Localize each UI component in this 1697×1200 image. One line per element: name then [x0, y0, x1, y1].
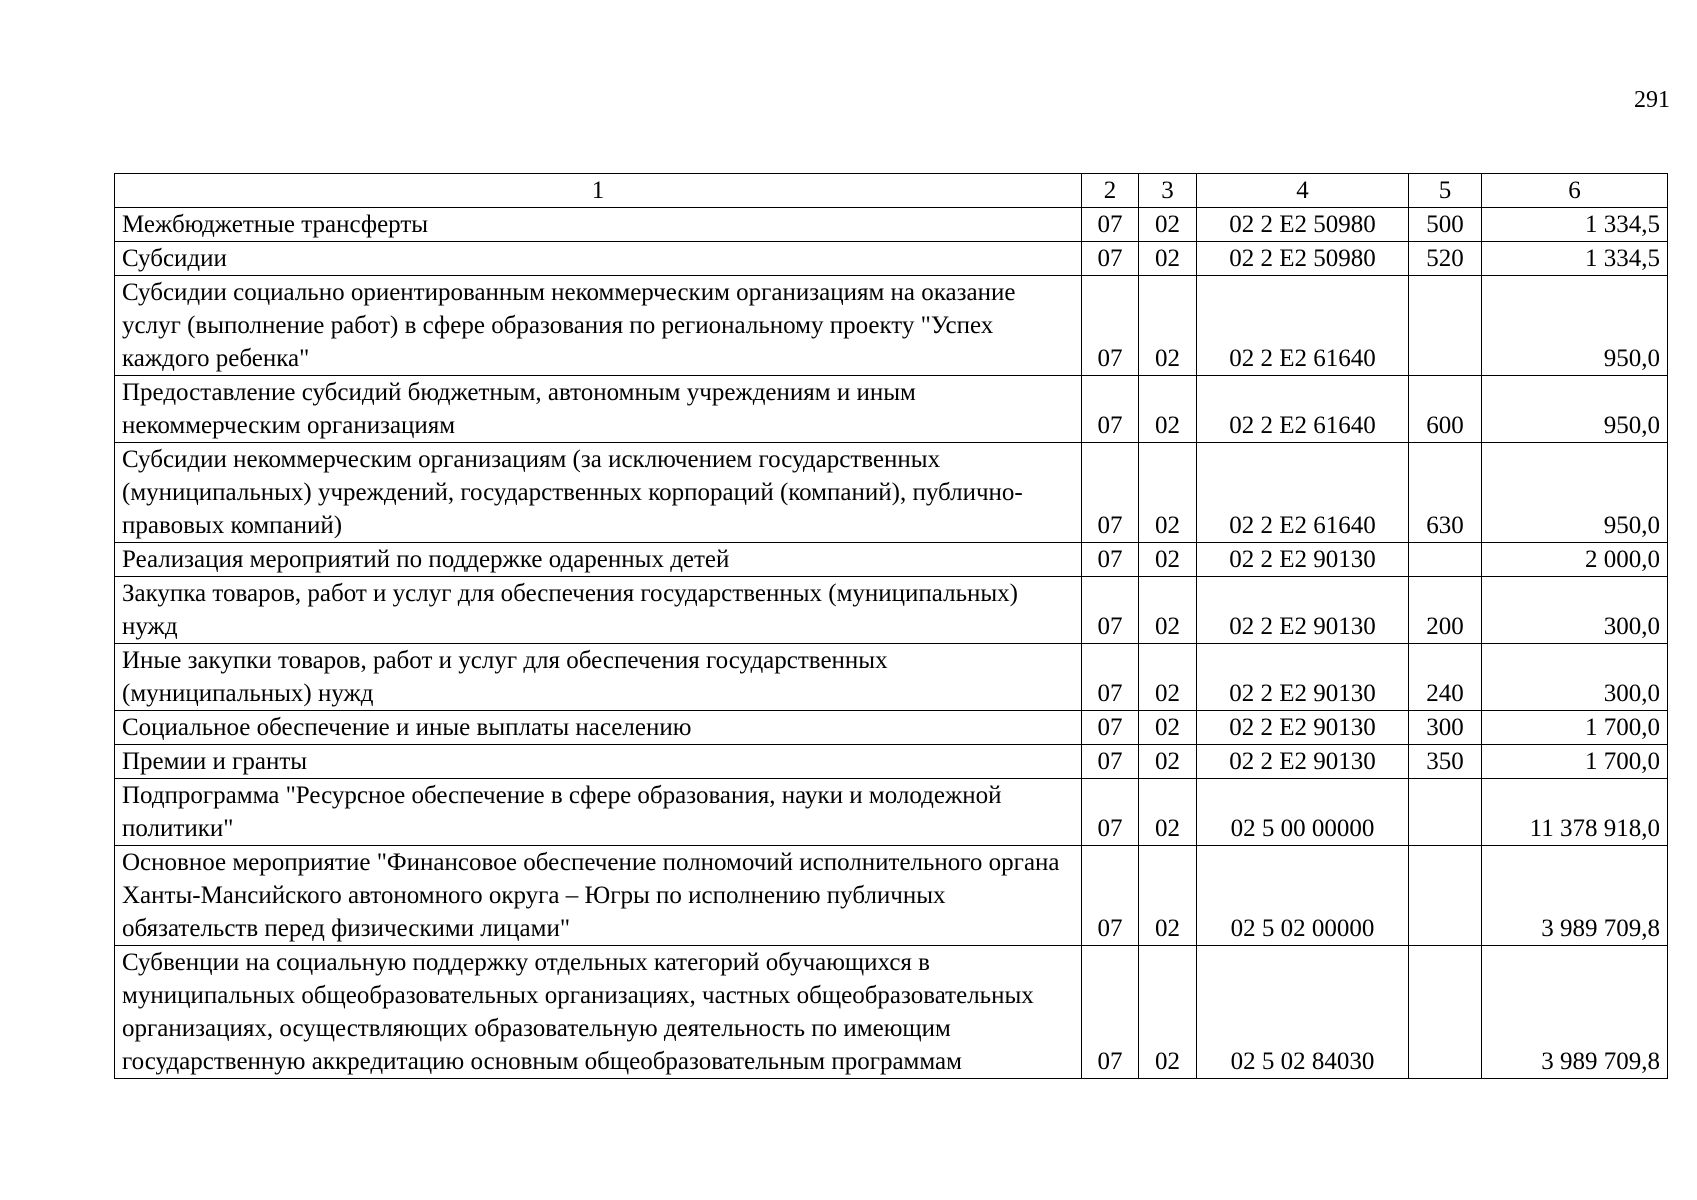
amount-cell: 2 000,0 [1482, 543, 1668, 577]
table-header-row [115, 174, 1668, 208]
section-code-cell: 07 [1082, 946, 1139, 1079]
table-row [115, 443, 1668, 543]
expense-type-cell: 500 [1409, 208, 1482, 242]
expense-type-cell: 630 [1409, 443, 1482, 543]
row-name-cell: Межбюджетные трансферты [115, 208, 1082, 242]
table-row [115, 846, 1668, 946]
subsection-code-cell: 02 [1139, 208, 1197, 242]
subsection-code-cell: 02 [1139, 779, 1197, 846]
amount-cell: 950,0 [1482, 276, 1668, 376]
amount-cell: 11 378 918,0 [1482, 779, 1668, 846]
row-name-cell: Реализация мероприятий по поддержке одаренных детей [115, 543, 1082, 577]
expense-type-cell [1409, 846, 1482, 946]
table-body [115, 208, 1668, 1079]
table-row [115, 242, 1668, 276]
section-code-cell: 07 [1082, 443, 1139, 543]
target-code-cell: 02 2 E2 90130 [1197, 543, 1409, 577]
row-name-cell: Премии и гранты [115, 745, 1082, 779]
table-row [115, 644, 1668, 711]
column-header: 6 [1482, 174, 1668, 208]
page-number: 291 [1634, 87, 1670, 113]
amount-cell: 1 700,0 [1482, 711, 1668, 745]
subsection-code-cell: 02 [1139, 577, 1197, 644]
table-row [115, 711, 1668, 745]
table-row [115, 779, 1668, 846]
subsection-code-cell: 02 [1139, 543, 1197, 577]
section-code-cell: 07 [1082, 779, 1139, 846]
target-code-cell: 02 2 E2 90130 [1197, 644, 1409, 711]
table-row [115, 208, 1668, 242]
table-row [115, 376, 1668, 443]
subsection-code-cell: 02 [1139, 443, 1197, 543]
amount-cell: 300,0 [1482, 644, 1668, 711]
row-name-cell: Основное мероприятие "Финансовое обеспечение полномочий исполнительного органа Ханты-Мансийского автономного округа – Югры по исполнению публичных обязательств перед физическими лицами" [115, 846, 1082, 946]
expense-type-cell: 600 [1409, 376, 1482, 443]
section-code-cell: 07 [1082, 376, 1139, 443]
budget-table [114, 173, 1668, 1079]
row-name-cell: Закупка товаров, работ и услуг для обеспечения государственных (муниципальных) нужд [115, 577, 1082, 644]
row-name-cell: Субвенции на социальную поддержку отдельных категорий обучающихся в муниципальных общеобразовательных организациях, частных общеобразовательных организациях, осуществляющих образовательную деятельность по имеющим государственную аккредитацию основным общеобразовательным программам [115, 946, 1082, 1079]
expense-type-cell: 240 [1409, 644, 1482, 711]
subsection-code-cell: 02 [1139, 711, 1197, 745]
section-code-cell: 07 [1082, 846, 1139, 946]
target-code-cell: 02 2 E2 90130 [1197, 745, 1409, 779]
column-header: 5 [1409, 174, 1482, 208]
section-code-cell: 07 [1082, 208, 1139, 242]
expense-type-cell: 200 [1409, 577, 1482, 644]
amount-cell: 1 700,0 [1482, 745, 1668, 779]
section-code-cell: 07 [1082, 745, 1139, 779]
amount-cell: 3 989 709,8 [1482, 946, 1668, 1079]
section-code-cell: 07 [1082, 276, 1139, 376]
section-code-cell: 07 [1082, 543, 1139, 577]
section-code-cell: 07 [1082, 644, 1139, 711]
target-code-cell: 02 2 E2 61640 [1197, 443, 1409, 543]
subsection-code-cell: 02 [1139, 846, 1197, 946]
amount-cell: 1 334,5 [1482, 208, 1668, 242]
row-name-cell: Субсидии [115, 242, 1082, 276]
amount-cell: 300,0 [1482, 577, 1668, 644]
column-header: 2 [1082, 174, 1139, 208]
column-header: 1 [115, 174, 1082, 208]
subsection-code-cell: 02 [1139, 242, 1197, 276]
subsection-code-cell: 02 [1139, 745, 1197, 779]
row-name-cell: Подпрограмма "Ресурсное обеспечение в сфере образования, науки и молодежной политики" [115, 779, 1082, 846]
target-code-cell: 02 2 E2 61640 [1197, 276, 1409, 376]
subsection-code-cell: 02 [1139, 276, 1197, 376]
subsection-code-cell: 02 [1139, 946, 1197, 1079]
section-code-cell: 07 [1082, 577, 1139, 644]
subsection-code-cell: 02 [1139, 644, 1197, 711]
amount-cell: 3 989 709,8 [1482, 846, 1668, 946]
expense-type-cell: 350 [1409, 745, 1482, 779]
row-name-cell: Предоставление субсидий бюджетным, автономным учреждениям и иным некоммерческим организациям [115, 376, 1082, 443]
expense-type-cell [1409, 779, 1482, 846]
amount-cell: 950,0 [1482, 376, 1668, 443]
amount-cell: 950,0 [1482, 443, 1668, 543]
table-row [115, 946, 1668, 1079]
table-row [115, 577, 1668, 644]
target-code-cell: 02 2 E2 61640 [1197, 376, 1409, 443]
expense-type-cell [1409, 946, 1482, 1079]
row-name-cell: Субсидии некоммерческим организациям (за исключением государственных (муниципальных) учреждений, государственных корпораций (компаний), публично-правовых компаний) [115, 443, 1082, 543]
target-code-cell: 02 5 02 84030 [1197, 946, 1409, 1079]
row-name-cell: Субсидии социально ориентированным некоммерческим организациям на оказание услуг (выполнение работ) в сфере образования по региональному проекту "Успех каждого ребенка" [115, 276, 1082, 376]
row-name-cell: Иные закупки товаров, работ и услуг для обеспечения государственных (муниципальных) нужд [115, 644, 1082, 711]
column-header: 4 [1197, 174, 1409, 208]
target-code-cell: 02 2 E2 90130 [1197, 577, 1409, 644]
target-code-cell: 02 5 02 00000 [1197, 846, 1409, 946]
row-name-cell: Социальное обеспечение и иные выплаты населению [115, 711, 1082, 745]
table-row [115, 745, 1668, 779]
expense-type-cell: 520 [1409, 242, 1482, 276]
section-code-cell: 07 [1082, 711, 1139, 745]
target-code-cell: 02 2 E2 90130 [1197, 711, 1409, 745]
target-code-cell: 02 2 E2 50980 [1197, 208, 1409, 242]
table-row [115, 276, 1668, 376]
target-code-cell: 02 2 E2 50980 [1197, 242, 1409, 276]
amount-cell: 1 334,5 [1482, 242, 1668, 276]
section-code-cell: 07 [1082, 242, 1139, 276]
expense-type-cell [1409, 543, 1482, 577]
subsection-code-cell: 02 [1139, 376, 1197, 443]
column-header: 3 [1139, 174, 1197, 208]
table-row [115, 543, 1668, 577]
expense-type-cell [1409, 276, 1482, 376]
target-code-cell: 02 5 00 00000 [1197, 779, 1409, 846]
expense-type-cell: 300 [1409, 711, 1482, 745]
